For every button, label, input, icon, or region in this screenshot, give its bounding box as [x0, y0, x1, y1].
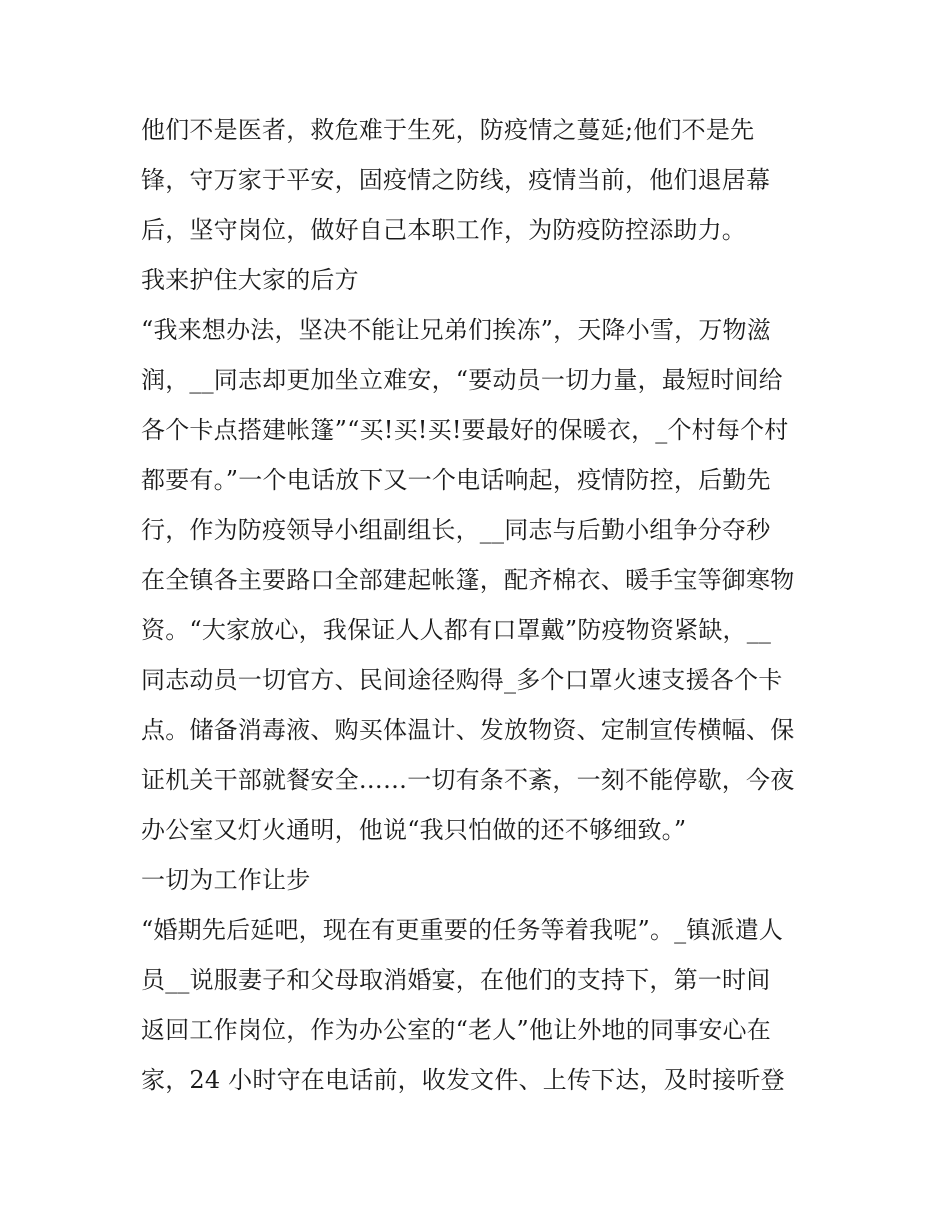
text-line-13: 点。储备消毒液、购买体温计、发放物资、定制宣传横幅、保 [141, 716, 795, 744]
text-line-18: 员__说服妻子和父母取消婚宴，在他们的支持下，第一时间 [141, 966, 771, 994]
section-heading-logistics: 我来护住大家的后方 [141, 266, 359, 294]
text-line-11: 资。“大家放心，我保证人人都有口罩戴”防疫物资紧缺，__ [141, 616, 772, 644]
text-line-14: 证机关干部就餐安全……一切有条不紊，一刻不能停歇，今夜 [141, 766, 795, 794]
text-line-3: 后，坚守岗位，做好自己本职工作，为防疫防控添助力。 [141, 216, 746, 244]
text-line-5: “我来想办法，坚决不能让兄弟们挨冻”，天降小雪，万物滋 [141, 316, 771, 344]
text-line-17: “婚期先后延吧，现在有更重要的任务等着我呢”。_镇派遣人 [141, 916, 784, 944]
text-line-2: 锋，守万家于平安，固疫情之防线，疫情当前，他们退居幕 [141, 166, 771, 194]
text-line-7: 各个卡点搭建帐篷”“买!买!买!要最好的保暖衣，_个村每个村 [141, 416, 789, 444]
text-line-1: 他们不是医者，救危难于生死，防疫情之蔓延;他们不是先 [141, 116, 755, 144]
text-line-8: 都要有。”一个电话放下又一个电话响起，疫情防控，后勤先 [141, 466, 771, 494]
text-line-9: 行，作为防疫领导小组副组长，__同志与后勤小组争分夺秒 [141, 516, 771, 544]
text-line-19: 返回工作岗位，作为办公室的“老人”他让外地的同事安心在 [141, 1016, 771, 1044]
text-line-12: 同志动员一切官方、民间途径购得_多个口罩火速支援各个卡 [141, 666, 783, 694]
text-line-15: 办公室又灯火通明，他说“我只怕做的还不够细致。” [141, 816, 687, 844]
text-line-20: 家，24 小时守在电话前，收发文件、上传下达，及时接听登 [141, 1066, 785, 1094]
text-line-10: 在全镇各主要路口全部建起帐篷，配齐棉衣、暖手宝等御寒物 [141, 566, 795, 594]
section-heading-work: 一切为工作让步 [141, 866, 311, 894]
text-line-6: 润，__同志却更加坐立难安，“要动员一切力量，最短时间给 [141, 366, 783, 394]
